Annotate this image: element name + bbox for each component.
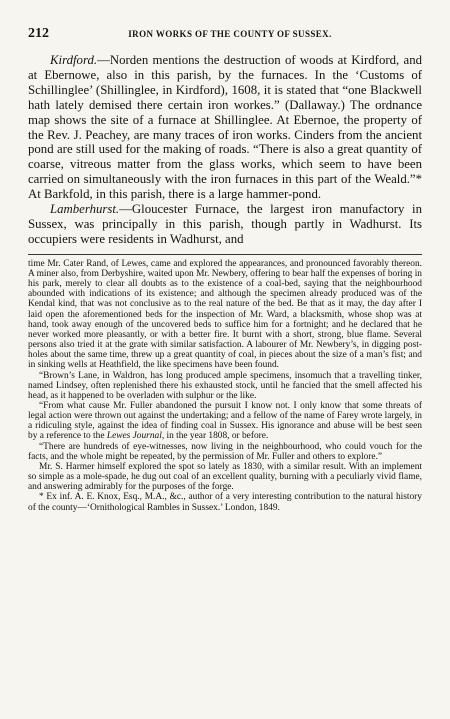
footnote-knox: * Ex inf. A. E. Knox, Esq., M.A., &c., author of a very interesting contribution to the natural history of the county—‘Ornithological Rambles in Sussex.’ London, 1849. — [28, 492, 422, 513]
footnote-continued: time Mr. Cater Rand, of Lewes, came and explored the appearances, and pronounced favorably thereon. A miner also, from Derbyshire, waited upon Mr. Newbery, offering to bear half the expenses of boring in his park, merely to clear all doubts as to the existence of a coal-bed, saying that the neighbourhood abounded with indications of its existence; and although the specimen already produced was of the Kendal kind, that was not conclusive as to the real nature of the bed. Be that as it may, the day after I laid open the aforementioned beds for the inspection of Mr. Ward, a blacksmith, whose shop was at hand, took away enough of the uncovered beds to suffice him for a fortnight; and he declared that he never worked more pleasantly, or with a better fire. It burnt with a short, strong, blue flame. Several persons also tried it at the grate with similar satisfaction. A labourer of Mr. Newbery’s, in digging post-holes about the same time, threw up a great quantity of coal, in pieces about the size of a man’s fist; and in sinking wells at Heathfield, the like specimens have been found. — [28, 258, 422, 371]
page-number: 212 — [28, 26, 49, 41]
running-title: IRON WORKS OF THE COUNTY OF SUSSEX. — [128, 29, 332, 39]
place-heading-kirdford: Kirdford. — [50, 53, 98, 67]
footnote-mr-fuller-text: “From what cause Mr. Fuller abandoned the pursuit I know not. I only know that some threats of legal action were thrown out against the undertaking; and a fellow of the name of Farey wrote largely, in a ridiculing style, against the idea of finding coal in Sussex. His ignorance and abuse will be best seen by a reference to the — [28, 400, 422, 442]
book-page — [28, 26, 422, 513]
page-header — [28, 26, 422, 42]
footnotes — [28, 259, 422, 513]
footnote-mr-fuller — [28, 401, 422, 442]
paragraph-lamberhurst-text: —Gloucester Furnace, the largest iron manufactory in Sussex, was principally in this parish, though partly in Wadhurst. Its occupiers were residents in Wadhurst, and — [28, 202, 422, 246]
main-text — [28, 53, 422, 247]
paragraph-kirdford-text: —Norden mentions the destruction of woods at Kirdford, and at Ebernowe, also in this parish, by the furnaces. In the ‘Customs of Schillinglee’ (Shillinglee, in Kirdford), 1608, it is stated that “one Blackwell hath lately demised there certain iron workes.” (Dallaway.) The ordnance map shows the site of a furnace at Shillinglee. At Ebernoe, the property of the Rev. J. Peachey, are many traces of iron works. Cinders from the ancient pond are still used for the making of roads. “There is also a great quantity of coarse, vitreous matter from the glass works, which seem to have been carried on simultaneously with the iron furnaces in this part of the Weald.”* At Barkfold, in this parish, there is a large hammer-pond. — [28, 53, 422, 202]
paragraph-lamberhurst — [28, 202, 422, 247]
footnote-eye-witnesses: “There are hundreds of eye-witnesses, now living in the neighbourhood, who could vouch for the facts, and the whole might be repeated, by the permission of Mr. Fuller and others to explore.” — [28, 441, 422, 462]
paragraph-kirdford — [28, 53, 422, 202]
footnote-divider — [28, 254, 422, 255]
place-heading-lamberhurst: Lamberhurst. — [50, 202, 120, 217]
lewes-journal-title: Lewes Journal — [106, 431, 162, 442]
footnote-harmer: Mr. S. Harmer himself explored the spot so lately as 1830, with a similar result. With an implement so simple as a mole-spade, he dug out coal of an excellent quality, burning with a peculiarly vivid flame, and answering admirably for the purposes of the forge. — [28, 461, 422, 493]
footnote-mr-fuller-end: , in the year 1808, or before. — [161, 431, 269, 442]
footnote-browns-lane: “Brown’s Lane, in Waldron, has long produced ample specimens, insomuch that a travelling tinker, named Lindsey, often replenished there his exhausted stock, until he fancied that the smell affected his head, as it happened to be overladen with sulphur or the like. — [28, 370, 422, 401]
